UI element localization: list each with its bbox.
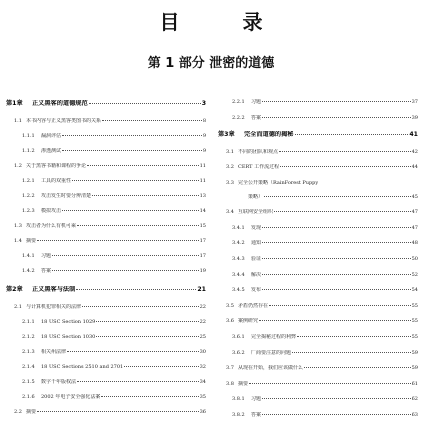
toc-entry-number: 第2章 — [6, 286, 23, 293]
toc-page-number: 63 — [411, 412, 418, 418]
toc-entry-title: 本书内容与正义黑客类图书的关系 — [26, 118, 102, 124]
toc-entry-number: 2.1.4 — [22, 364, 35, 370]
toc-entry[interactable] — [22, 193, 206, 201]
toc-entry[interactable] — [232, 396, 418, 404]
toc-page-number: 22 — [199, 319, 206, 325]
toc-page-number: 41 — [409, 131, 418, 139]
toc-entry-number: 2.1.6 — [22, 394, 35, 400]
toc-entry-title: 验证 — [251, 256, 262, 262]
toc-page-number: 25 — [199, 334, 206, 340]
toc-entry-title: 习题 — [41, 253, 52, 259]
toc-entry-number: 1.4.2 — [22, 268, 35, 274]
toc-leader-dots — [297, 336, 411, 337]
toc-entry-number: 2.1.3 — [22, 349, 35, 355]
page-title: 目 录 — [159, 10, 291, 34]
toc-leader-dots — [102, 120, 202, 121]
toc-entry-title: 摘要 — [26, 238, 37, 244]
toc-entry[interactable] — [226, 365, 418, 373]
toc-entry-title: 发现 — [251, 224, 262, 231]
toc-entry-number: 2.2.2 — [232, 114, 245, 121]
toc-page-number: 52 — [411, 271, 418, 278]
toc-leader-dots — [259, 320, 411, 321]
toc-leader-dots — [62, 210, 199, 211]
toc-entry[interactable] — [226, 303, 418, 311]
toc-entry[interactable] — [232, 99, 418, 107]
toc-page-number: 47 — [411, 224, 418, 231]
toc-leader-dots — [269, 305, 411, 306]
toc-entry-title: 习题 — [251, 99, 262, 105]
toc-entry[interactable] — [248, 194, 418, 202]
toc-entry-number: 1.4.1 — [22, 253, 35, 259]
toc-page-number: 47 — [411, 209, 418, 216]
toc-page-number: 9 — [202, 148, 206, 154]
toc-entry-number: 3.6 — [226, 318, 234, 325]
toc-entry-title: 答案 — [41, 268, 52, 274]
toc-entry[interactable] — [226, 209, 418, 217]
toc-entry[interactable] — [22, 379, 206, 387]
toc-entry-title: 工具的双重性 — [41, 178, 72, 184]
toc-entry[interactable] — [22, 334, 206, 342]
toc-entry-number: 3.8.2 — [232, 412, 245, 418]
toc-entry-title: 数字千年版权法 — [41, 379, 77, 385]
toc-page-number: 55 — [411, 334, 418, 340]
toc-entry-title: 与计算机犯罪相关的法律 — [26, 304, 82, 310]
toc-leader-dots — [101, 396, 198, 397]
toc-entry-title: 解决 — [251, 271, 262, 278]
toc-page-number: 32 — [199, 364, 206, 370]
toc-entry-title: 渗透测试 — [41, 148, 62, 154]
toc-entry-number: 1.2 — [14, 163, 22, 169]
toc-page-number: 34 — [199, 379, 206, 385]
toc-entry[interactable] — [22, 268, 206, 276]
toc-entry-number: 1.2.2 — [22, 193, 35, 199]
toc-entry[interactable] — [226, 381, 418, 389]
toc-leader-dots — [89, 103, 201, 104]
toc-entry[interactable] — [22, 178, 206, 186]
toc-entry-number: 2.1.1 — [22, 319, 35, 325]
toc-entry-number: 3.6.2 — [232, 349, 245, 356]
toc-entry[interactable] — [14, 238, 206, 246]
toc-leader-dots — [262, 242, 411, 243]
toc-leader-dots — [249, 383, 411, 384]
toc-leader-dots — [262, 274, 411, 275]
toc-entry-title: 完全揭秘过程的利弊 — [251, 334, 297, 340]
toc-entry-number: 1.4 — [14, 238, 22, 244]
toc-page-number: 59 — [411, 349, 418, 356]
toc-page-number: 22 — [199, 304, 206, 310]
toc-leader-dots — [77, 381, 199, 382]
toc-entry-title: 发布 — [251, 287, 262, 294]
toc-entry[interactable] — [232, 256, 418, 264]
toc-page-number: 59 — [411, 365, 418, 372]
toc-entry[interactable] — [232, 225, 418, 233]
toc-entry-title: 正义黑客与法制 — [32, 286, 76, 293]
toc-entry-number: 3.2 — [226, 164, 234, 171]
toc-entry-title: 摘要 — [238, 380, 249, 387]
toc-entry-title: 完全而道德的揭秘 — [244, 131, 294, 139]
toc-page-number: 61 — [411, 380, 418, 387]
toc-entry[interactable] — [14, 409, 206, 417]
toc-entry-number: 1.1.1 — [22, 133, 35, 139]
toc-entry-title: 答案 — [251, 412, 262, 418]
toc-leader-dots — [96, 336, 198, 337]
toc-leader-dots — [37, 411, 199, 412]
toc-entry-number: 第1章 — [6, 100, 23, 107]
toc-page-number: 11 — [199, 163, 206, 169]
toc-page-number: 21 — [197, 286, 206, 293]
toc-leader-dots — [279, 151, 411, 152]
toc-leader-dots — [262, 117, 411, 118]
toc-leader-dots — [82, 306, 199, 307]
toc-entry[interactable] — [14, 304, 206, 312]
toc-chapter-entry[interactable] — [218, 131, 418, 139]
toc-entry[interactable] — [14, 118, 206, 126]
toc-leader-dots — [274, 211, 411, 212]
toc-page-number: 17 — [199, 238, 206, 244]
toc-entry-title: 漏洞评估 — [41, 133, 62, 139]
toc-page-number: 8 — [202, 118, 206, 124]
toc-entry-title: 模拟攻击 — [41, 208, 62, 214]
toc-entry-number: 3.8 — [226, 380, 234, 387]
toc-entry-number: 1.1.2 — [22, 148, 35, 154]
toc-entry[interactable] — [22, 394, 206, 402]
toc-page-number: 48 — [411, 240, 418, 247]
toc-page-number: 19 — [199, 268, 206, 274]
toc-entry-title: 习题 — [251, 396, 262, 403]
toc-entry[interactable] — [232, 287, 418, 295]
toc-leader-dots — [292, 352, 411, 353]
toc-leader-dots — [52, 270, 199, 271]
toc-entry-number: 1.1 — [14, 118, 22, 124]
toc-page-number: 9 — [202, 133, 206, 139]
toc-entry-number: 3.8.1 — [232, 396, 245, 403]
toc-leader-dots — [62, 150, 202, 151]
toc-entry-title: 2002 年电子安全强化法案 — [41, 394, 101, 400]
toc-leader-dots — [262, 289, 411, 290]
toc-entry-number: 2.1 — [14, 304, 22, 310]
toc-leader-dots — [67, 351, 199, 352]
toc-entry-title: CERT 工作流过程 — [238, 164, 280, 171]
toc-page-number: 50 — [411, 256, 418, 262]
toc-entry-number: 3.1 — [226, 148, 234, 155]
toc-entry-title: 18 USC Sections 2510 and 2701 — [41, 364, 124, 370]
toc-entry-number: 1.2.1 — [22, 178, 35, 184]
toc-entry-number: 3.4.4 — [232, 271, 245, 278]
toc-entry-title: 攻击者为什么有机可乘 — [26, 223, 77, 229]
toc-entry-number: 2.1.2 — [22, 334, 35, 340]
toc-entry-number: 第3章 — [218, 131, 235, 139]
toc-leader-dots — [262, 414, 411, 415]
toc-entry[interactable] — [22, 364, 206, 372]
toc-page-number: 44 — [411, 164, 418, 171]
toc-page-number: 15 — [199, 223, 206, 229]
toc-page-number: 11 — [199, 178, 206, 184]
toc-entry-title: 通知 — [251, 240, 262, 247]
toc-page-number: 42 — [411, 148, 418, 155]
toc-leader-dots — [262, 227, 411, 228]
toc-entry-number: 2.2 — [14, 409, 22, 415]
toc-page-number: 13 — [199, 193, 206, 199]
toc-leader-dots — [52, 255, 199, 256]
toc-entry[interactable] — [22, 148, 206, 156]
toc-entry-number: 3.5 — [226, 302, 234, 309]
toc-entry-title: 厂商要注意的问题 — [251, 349, 292, 356]
toc-leader-dots — [124, 366, 198, 367]
toc-leader-dots — [264, 196, 411, 197]
toc-page-number: 45 — [411, 193, 418, 200]
toc-entry-title: 答案 — [251, 114, 262, 121]
toc-entry-number: 3.4 — [226, 209, 234, 216]
toc-leader-dots — [72, 180, 199, 181]
toc-entry-number: 3.6.1 — [232, 334, 245, 340]
toc-entry-title: 正义黑客的道德规范 — [32, 100, 88, 107]
toc-entry[interactable] — [22, 319, 206, 327]
toc-entry-number: 3.4.3 — [232, 256, 245, 262]
toc-entry-number: 3.4.2 — [232, 240, 245, 247]
toc-page-number: 62 — [411, 396, 418, 403]
toc-page-number: 30 — [199, 349, 206, 355]
toc-chapter-entry[interactable] — [6, 100, 206, 108]
toc-leader-dots — [304, 367, 411, 368]
toc-entry[interactable] — [232, 272, 418, 280]
toc-chapter-entry[interactable] — [6, 286, 206, 294]
toc-page-number: 3 — [201, 100, 206, 107]
toc-entry-number: 3.4.1 — [232, 224, 245, 231]
toc-page-number: 17 — [199, 253, 206, 259]
toc-entry-number: 2.1.5 — [22, 379, 35, 385]
toc-page-number: 55 — [411, 318, 418, 325]
toc-entry-title: 矛盾仍然存在 — [238, 302, 269, 309]
toc-leader-dots — [280, 166, 411, 167]
toc-entry[interactable] — [232, 334, 418, 342]
toc-entry-title: 从现在开始，我们应该做什么 — [238, 365, 304, 372]
toc-entry-title: 摘要 — [26, 409, 37, 415]
toc-entry-title: 互联网安全组织 — [238, 209, 274, 216]
toc-entry-title: 策略） — [248, 193, 264, 200]
toc-entry-title: 关于黑客书籍和课程的争论 — [26, 163, 87, 169]
toc-entry-number: 1.2.3 — [22, 208, 35, 214]
toc-leader-dots — [96, 321, 198, 322]
toc-page-number: 37 — [411, 99, 418, 105]
toc-entry-title: 攻击发生时要分辨清楚 — [41, 193, 92, 199]
toc-entry[interactable] — [22, 253, 206, 261]
toc-entry-number: 3.4.5 — [232, 287, 245, 294]
toc-page-number: 54 — [411, 287, 418, 294]
toc-entry-title: 18 USC Section 1029 — [41, 319, 96, 325]
toc-entry[interactable] — [226, 149, 418, 157]
toc-leader-dots — [295, 134, 409, 135]
part-title: 第 1 部分 泄密的道德 — [147, 56, 275, 71]
toc-page-number: 36 — [199, 409, 206, 415]
toc-leader-dots — [62, 135, 202, 136]
toc-entry-number: 3.7 — [226, 365, 234, 372]
toc-leader-dots — [262, 398, 411, 399]
toc-entry-title: 完全公开策略（RainForest Puppy — [238, 180, 319, 186]
toc-entry[interactable] — [14, 163, 206, 171]
toc-entry-number: 3.3 — [226, 180, 234, 186]
toc-leader-dots — [262, 258, 411, 259]
toc-leader-dots — [77, 225, 199, 226]
toc-leader-dots — [87, 165, 199, 166]
toc-entry[interactable] — [226, 180, 418, 188]
toc-page-number: 14 — [199, 208, 206, 214]
toc-entry[interactable] — [232, 115, 418, 123]
toc-entry-number: 2.2.1 — [232, 99, 245, 105]
toc-entry[interactable] — [22, 208, 206, 216]
toc-entry-title: 不同的团队和观点 — [238, 148, 279, 155]
toc-entry[interactable] — [22, 133, 206, 141]
toc-entry[interactable] — [226, 318, 418, 326]
toc-entry[interactable] — [232, 350, 418, 358]
toc-entry[interactable] — [22, 349, 206, 357]
toc-entry-title: 相关州法律 — [41, 349, 67, 355]
toc-entry[interactable] — [232, 412, 418, 420]
toc-leader-dots — [92, 195, 199, 196]
toc-entry[interactable] — [232, 240, 418, 248]
toc-page-number: 39 — [411, 114, 418, 121]
toc-leader-dots — [76, 289, 196, 290]
toc-leader-dots — [262, 101, 411, 102]
toc-page-number: 35 — [199, 394, 206, 400]
toc-entry-title: 案例研究 — [238, 318, 259, 325]
toc-page-number: 55 — [411, 302, 418, 309]
toc-entry-title: 18 USC Section 1030 — [41, 334, 96, 340]
toc-entry[interactable] — [14, 223, 206, 231]
toc-entry-number: 1.3 — [14, 223, 22, 229]
toc-leader-dots — [37, 240, 199, 241]
toc-entry[interactable] — [226, 164, 418, 172]
